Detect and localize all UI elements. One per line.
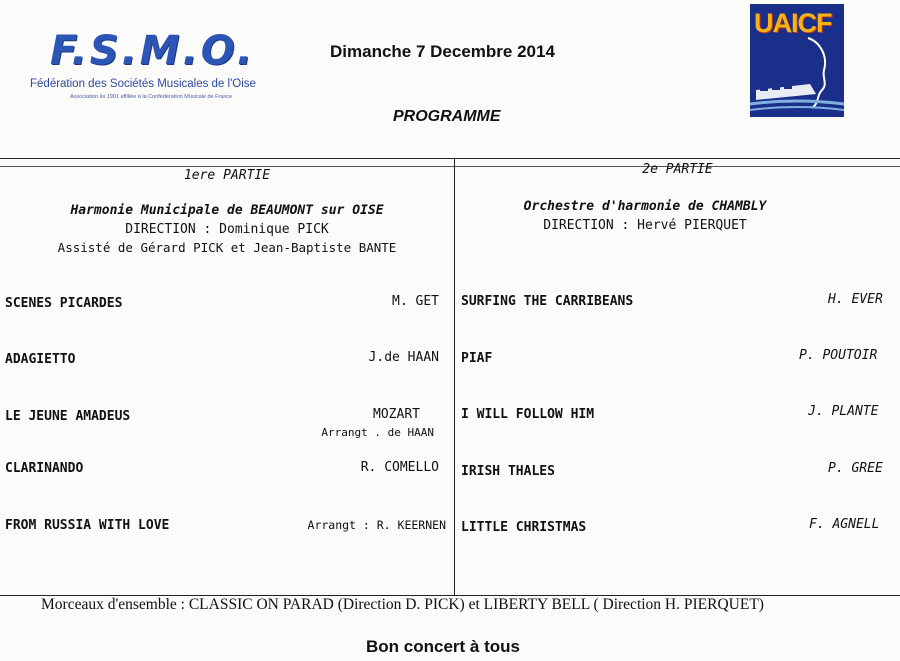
ensemble-pieces: Morceaux d'ensemble : CLASSIC ON PARAD (Direction D. PICK) et LIBERTY BELL ( Direction H. PIERQUET) — [41, 596, 764, 613]
part2-piece-4-composer: P. GREE — [828, 461, 883, 476]
part2-piece-1-title: SURFING THE CARRIBEANS — [461, 294, 634, 309]
closing-message: Bon concert à tous — [366, 637, 520, 656]
part2-piece-1-composer: H. EVER — [828, 292, 883, 307]
part1-piece-4-composer: R. COMELLO — [360, 460, 439, 475]
part2-piece-3-composer: J. PLANTE — [808, 404, 879, 419]
fsmo-logo-acronym: F.S.M.O. — [50, 28, 256, 74]
programme-title: PROGRAMME — [393, 108, 501, 125]
part2-piece-5-title: LITTLE CHRISTMAS — [461, 520, 587, 535]
part2-band: Orchestre d'harmonie de CHAMBLY — [523, 199, 767, 214]
concert-date: Dimanche 7 Decembre 2014 — [330, 42, 555, 61]
fsmo-logo-subtitle: Association loi 1901 affiliée à la Confédération Musicale de France — [70, 94, 233, 100]
fsmo-logo-full-name: Fédération des Sociétés Musicales de l'Oise — [30, 78, 256, 90]
uaicf-logo-text: UAICF — [754, 8, 832, 38]
part1-piece-1-title: SCENES PICARDES — [5, 296, 123, 311]
part1-assist: Assisté de Gérard PICK et Jean-Baptiste BANTE — [57, 240, 397, 255]
part1-piece-1-composer: M. GET — [392, 294, 439, 309]
uaicf-logo-graphic — [750, 4, 844, 117]
part2-piece-2-composer: P. POUTOIR — [799, 348, 878, 363]
part1-title: 1ere PARTIE — [183, 168, 271, 183]
part1-piece-3-composer: MOZART — [373, 407, 420, 422]
part1-piece-5-composer: Arrangt : R. KEERNEN — [307, 518, 446, 532]
part1-piece-5-title: FROM RUSSIA WITH LOVE — [5, 518, 170, 533]
part1-direction: DIRECTION : Dominique PICK — [125, 222, 329, 237]
part2-direction: DIRECTION : Hervé PIERQUET — [543, 218, 747, 233]
part2-piece-3-title: I WILL FOLLOW HIM — [461, 407, 595, 422]
uaicf-logo — [750, 4, 844, 117]
part1-piece-4-title: CLARINANDO — [5, 461, 84, 476]
part2-piece-4-title: IRISH THALES — [461, 464, 555, 479]
part1-piece-2-title: ADAGIETTO — [5, 352, 76, 367]
part2-piece-2-title: PIAF — [461, 351, 493, 366]
part1-piece-2-composer: J.de HAAN — [368, 350, 439, 365]
part2-piece-5-composer: F. AGNELL — [809, 517, 880, 532]
fsmo-logo — [28, 28, 268, 108]
part1-piece-3-title: LE JEUNE AMADEUS — [5, 409, 131, 424]
table-top-border — [0, 158, 900, 159]
part2-title: 2e PARTIE — [642, 162, 713, 177]
part1-band: Harmonie Municipale de BEAUMONT sur OISE — [70, 203, 384, 218]
part1-piece-3-arrangement: Arrangt . de HAAN — [321, 426, 434, 439]
